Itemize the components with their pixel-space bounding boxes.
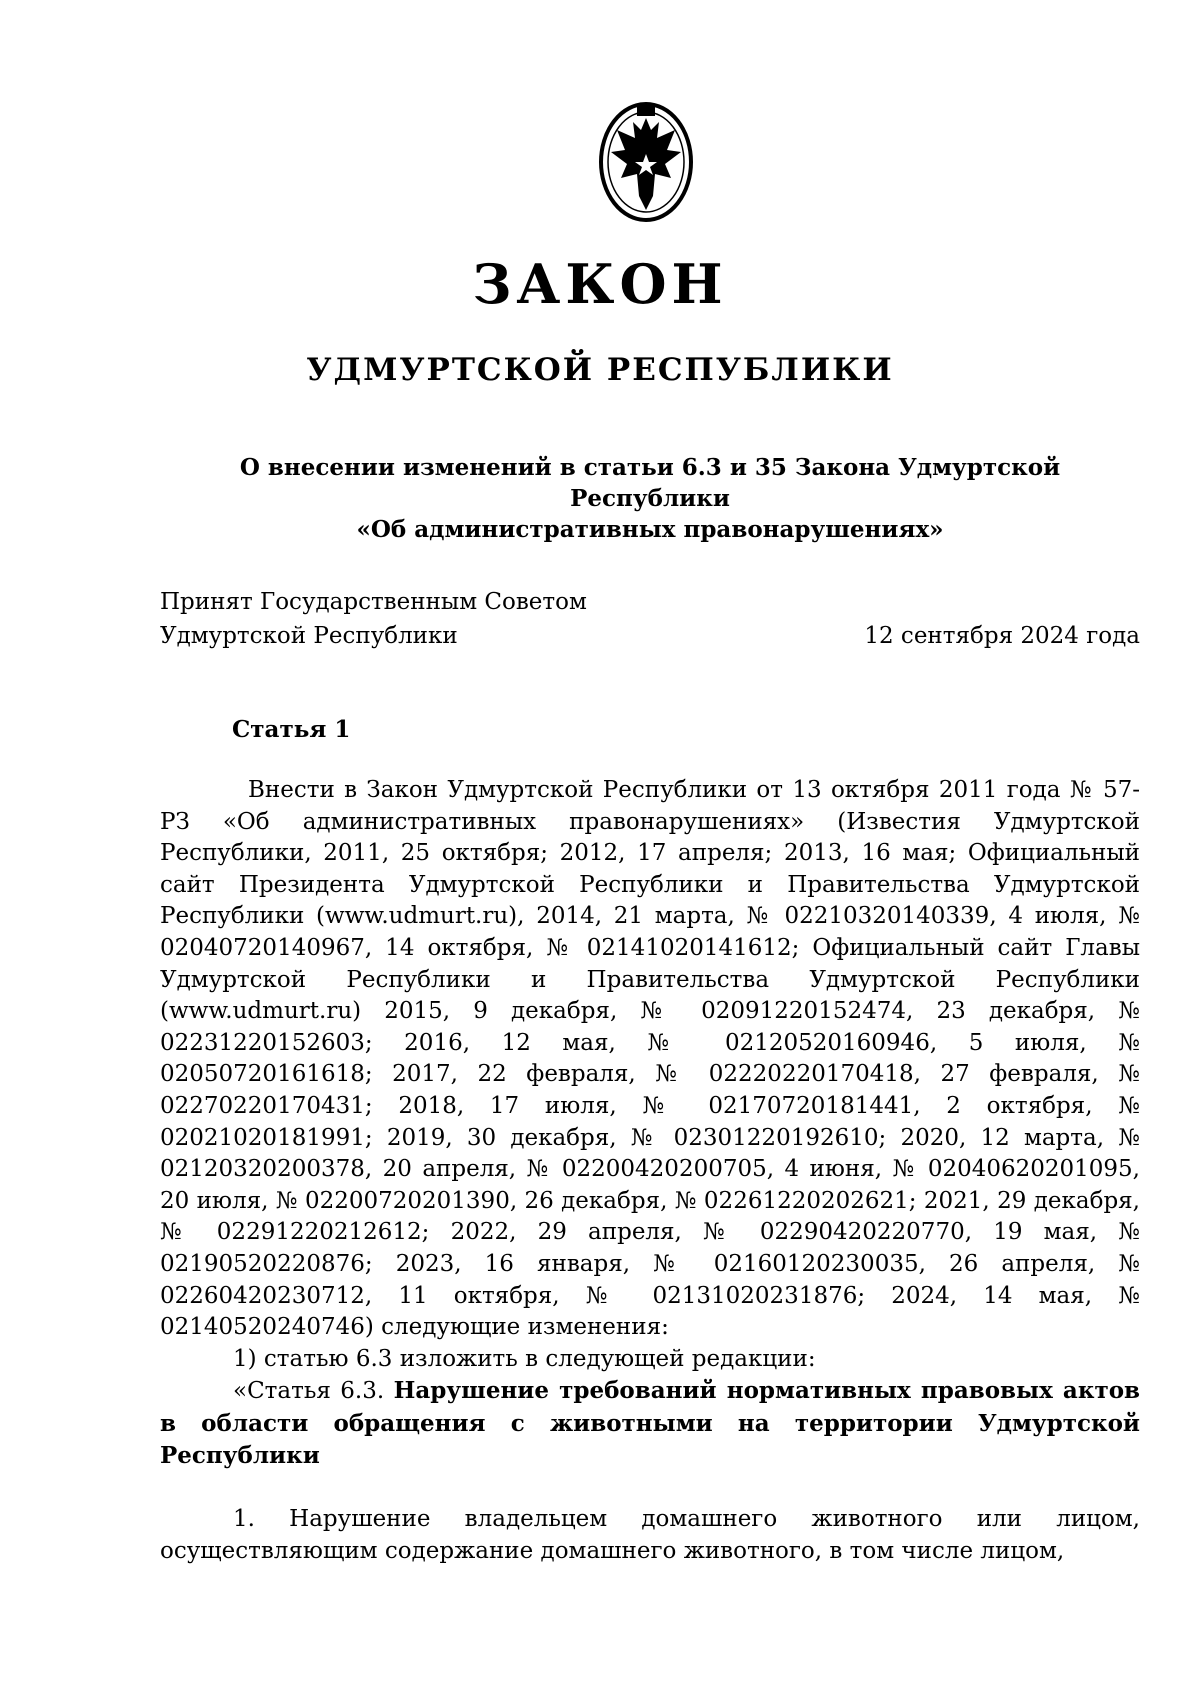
adoption-block bbox=[160, 585, 1140, 653]
paragraph-spacer bbox=[160, 1473, 1140, 1504]
document-subtitle: УДМУРТСКОЙ РЕСПУБЛИКИ bbox=[306, 352, 894, 388]
article-1-heading: Статья 1 bbox=[232, 716, 351, 743]
amendment-item-1: 1) статью 6.3 изложить в следующей редакции: bbox=[233, 1345, 816, 1372]
adoption-date: 12 сентября 2024 года bbox=[864, 623, 1140, 649]
quoted-article-title bbox=[160, 1375, 1140, 1473]
article-1-body bbox=[160, 775, 1140, 1567]
quoted-article-number: «Статья 6.3. bbox=[233, 1378, 385, 1405]
quoted-article-heading: Нарушение требований нормативных правовых актов в области обращения с животными на территории Удмуртской Республики bbox=[160, 1377, 1141, 1470]
document-title: ЗАКОН bbox=[472, 252, 728, 316]
adopted-by-line-2: Удмуртской Республики bbox=[160, 623, 458, 649]
adopted-by-line-1: Принят Государственным Советом bbox=[160, 589, 587, 615]
law-name bbox=[160, 452, 1140, 545]
quoted-point-1: 1. Нарушение владельцем домашнего животного или лицом, осуществляющим содержание домашнего животного, в том числе лицом, bbox=[160, 1506, 1140, 1564]
udmurt-coat-of-arms-icon bbox=[597, 100, 695, 224]
article-1-intro-paragraph: Внести в Закон Удмуртской Республики от 13 октября 2011 года № 57-РЗ «Об административных правонарушениях» (Известия Удмуртской Республики, 2011, 25 октября; 2012, 17 апреля; 2013, 16 мая; Официальный сайт Президента Удмуртской Республики и Правительства Удмуртской Республики (www.udmurt.ru), 2014, 21 марта, № 02210320140339, 4 июля, № 02040720140967, 14 октября, № 02141020141612; Официальный сайт Главы Удмуртской Республики и Правительства Удмуртской Республики (www.udmurt.ru) 2015, 9 декабря, № 02091220152474, 23 декабря, № 02231220152603; 2016, 12 мая, № 02120520160946, 5 июля, № 02050720161618; 2017, 22 февраля, № 02220220170418, 27 февраля, № 02270220170431; 2018, 17 июля, № 02170720181441, 2 октября, № 02021020181991; 2019, 30 декабря, № 02301220192610; 2020, 12 марта, № 02120320200378, 20 апреля, № 02200420200705, 4 июня, № 02040620201095, 20 июля, № 02200720201390, 26 декабря, № 02261220202621; 2021, 29 декабря, № 02291220212612; 2022, 29 апреля, № 02290420220770, 19 мая, № 02190520220876; 2023, 16 января, № 02160120230035, 26 апреля, № 02260420230712, 11 октября, № 02131020231876; 2024, 14 мая, № 02140520240746) следующие изменения: bbox=[160, 777, 1140, 1341]
law-name-line-1: О внесении изменений в статьи 6.3 и 35 Закона Удмуртской Республики bbox=[239, 454, 1061, 512]
law-name-line-2: «Об административных правонарушениях» bbox=[356, 516, 944, 543]
